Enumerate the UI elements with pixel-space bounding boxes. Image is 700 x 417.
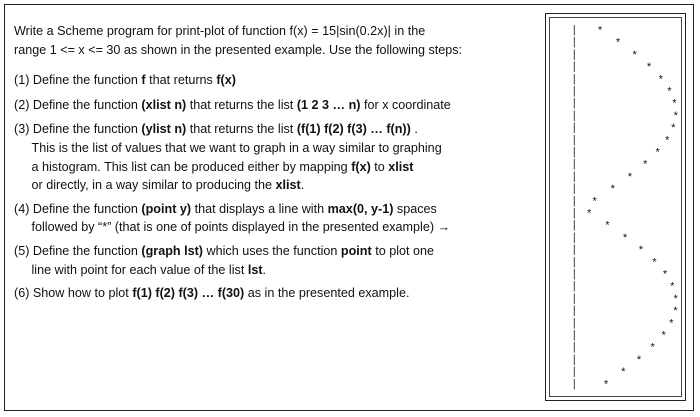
plot-axis-mark: | <box>571 49 578 62</box>
step-1 <box>14 71 524 90</box>
intro-line-1: Write a Scheme program for print-plot of function f(x) = 15|sin(0.2x)| in the <box>14 24 426 38</box>
step-3-line-3: a histogram. This list can be produced either by mapping <box>31 159 352 174</box>
plot-axis-mark: | <box>571 317 578 330</box>
step-2-text-2: that returns the list <box>186 97 297 112</box>
plot-axis-mark: | <box>571 195 578 208</box>
plot-point: * <box>631 50 638 63</box>
plot-axis-mark: | <box>571 354 578 367</box>
plot-point: * <box>585 209 593 221</box>
plot-axis-mark: | <box>571 378 578 391</box>
plot-point: * <box>654 148 662 160</box>
plot-axis-mark: | <box>571 220 578 233</box>
plot-point: * <box>668 318 675 331</box>
plot-axis-mark: | <box>571 208 578 220</box>
step-3-line-4: or directly, in a way similar to producing the <box>31 178 276 193</box>
plot-point: * <box>672 306 679 319</box>
step-6-text-2: as in the presented example. <box>244 286 410 301</box>
step-5-bold-lst: lst <box>247 262 263 277</box>
step-2 <box>14 96 524 115</box>
plot-point: * <box>619 367 627 380</box>
step-4-text-2: that displays a line with <box>191 201 328 216</box>
plot-axis-mark: | <box>571 159 578 172</box>
plot-axis-mark: | <box>571 73 578 86</box>
plot-axis-mark: | <box>571 269 578 281</box>
plot-point: * <box>602 379 610 392</box>
plot-axis-mark: | <box>571 98 578 111</box>
plot-axis-mark: | <box>571 147 578 159</box>
step-3-bold-ylist: (ylist n) <box>141 122 187 137</box>
plot-axis-mark: | <box>571 183 578 196</box>
step-5-text: (5) Define the function <box>14 243 142 258</box>
step-5-line-2b: . <box>262 262 267 277</box>
step-5-line-2: line with point for each value of the list <box>31 262 248 277</box>
step-4-bold-point: (point y) <box>141 201 192 216</box>
plot-axis-mark: | <box>571 134 578 147</box>
plot-axis-mark: | <box>571 281 578 294</box>
problem-statement <box>14 22 524 309</box>
plot-point: * <box>621 233 629 246</box>
step-1-text-2: that returns <box>145 73 217 88</box>
plot-point: * <box>614 38 622 51</box>
step-3-bold-xlist-2: xlist <box>275 178 301 193</box>
step-2-text: (2) Define the function <box>14 97 142 112</box>
plot-point: * <box>641 160 649 173</box>
plot-axis-mark: | <box>571 293 578 306</box>
plot-axis-mark: | <box>571 122 578 135</box>
plot-point: * <box>663 135 671 148</box>
plot-point: * <box>672 111 680 124</box>
step-1-bold-f: f <box>141 73 146 88</box>
plot-point: * <box>660 331 667 343</box>
step-6 <box>14 284 524 303</box>
plot-axis-mark: | <box>571 61 578 74</box>
plot-axis-mark: | <box>571 37 578 50</box>
plot-axis-mark: | <box>571 366 578 379</box>
plot-point: * <box>645 62 653 75</box>
step-4-line-2: followed by “*” (that is one of points displayed in the presented example) → <box>31 220 451 235</box>
step-5-text-3: to plot one <box>371 243 435 258</box>
plot-point: * <box>604 221 611 234</box>
plot-point: * <box>666 87 673 99</box>
plot-point: * <box>657 74 665 87</box>
step-3-bold-fx: f(x) <box>351 159 371 174</box>
step-2-text-3: for x coordinate <box>360 97 451 112</box>
step-3-bold-xlist: xlist <box>388 159 414 174</box>
step-4 <box>14 200 524 237</box>
plot-point: * <box>668 282 676 295</box>
step-3-line-4b: . <box>300 178 305 193</box>
step-6-bold-flist: f(1) f(2) f(3) … f(30) <box>132 286 245 301</box>
step-2-bold-list: (1 2 3 … n) <box>296 97 361 112</box>
plot-axis-mark: | <box>571 305 578 318</box>
step-5-text-2: which uses the function <box>203 243 341 258</box>
plot-point: * <box>651 257 658 270</box>
plot-point: * <box>609 184 617 197</box>
step-5-bold-point: point <box>340 243 372 258</box>
step-4-text: (4) Define the function <box>14 201 142 216</box>
step-1-bold-fx: f(x) <box>216 73 236 88</box>
plot-point: * <box>670 123 677 136</box>
plot-point: * <box>635 355 643 368</box>
step-3-text-2: that returns the list <box>186 122 297 137</box>
step-2-bold-xlist: (xlist n) <box>141 97 187 112</box>
intro-line-2: range 1 <= x <= 30 as shown in the presented example. Use the following steps: <box>14 42 463 57</box>
plot-axis-mark: | <box>571 171 578 184</box>
step-1-text: (1) Define the function <box>14 73 142 88</box>
plot-axis-mark: | <box>571 25 578 37</box>
plot-point: * <box>672 294 680 307</box>
plot-point: * <box>649 343 656 356</box>
step-3-text: (3) Define the function <box>14 122 142 137</box>
step-3-text-3: . <box>410 122 418 137</box>
plot-point: * <box>671 99 678 112</box>
plot-point: * <box>596 26 604 38</box>
plot-axis-mark: | <box>571 256 578 269</box>
plot-point: * <box>591 196 598 209</box>
plot-point: * <box>637 245 645 258</box>
plot-axis-mark: | <box>571 342 578 355</box>
plot-point: * <box>661 270 669 282</box>
example-print-plot <box>549 17 682 397</box>
step-3-line-3b: to <box>370 159 389 174</box>
plot-axis-mark: | <box>571 244 578 257</box>
intro-paragraph <box>14 22 524 59</box>
plot-axis-mark: | <box>571 86 578 98</box>
plot-axis-mark: | <box>571 110 578 123</box>
step-3-line-2: This is the list of values that we want to graph in a way similar to graphing <box>31 140 442 155</box>
plot-point: * <box>626 172 634 185</box>
plot-axis-mark: | <box>571 232 578 245</box>
plot-axis-mark: | <box>571 330 578 342</box>
step-5 <box>14 242 524 279</box>
step-3 <box>14 120 524 194</box>
step-4-text-3: spaces <box>393 201 437 216</box>
step-4-bold-max: max(0, y-1) <box>327 201 394 216</box>
step-5-bold-graph: (graph lst) <box>141 243 203 258</box>
step-3-bold-flist: (f(1) f(2) f(3) … f(n)) <box>296 122 411 137</box>
step-6-text: (6) Show how to plot <box>14 286 133 301</box>
